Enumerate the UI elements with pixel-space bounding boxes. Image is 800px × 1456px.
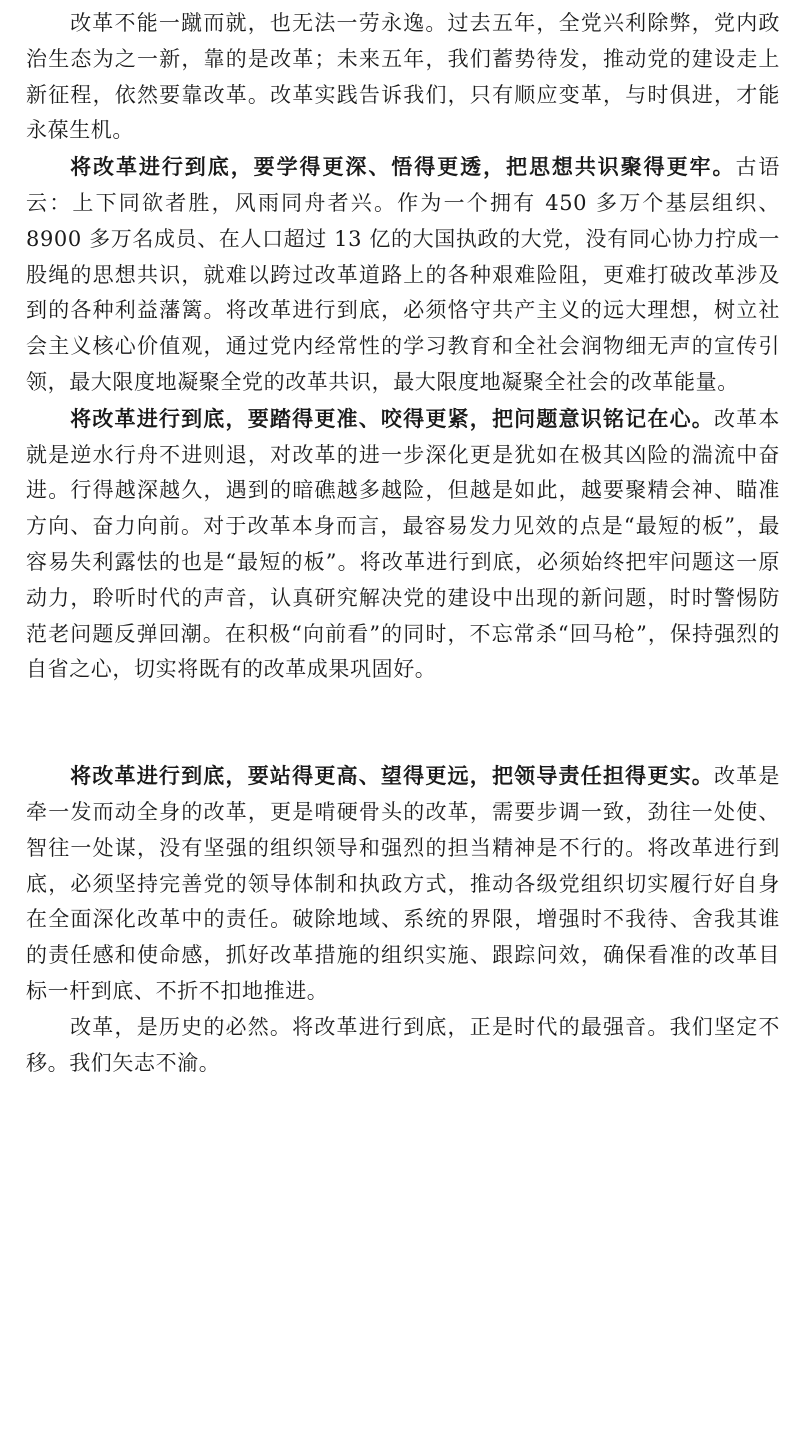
- paragraph-2: [26, 149, 780, 401]
- paragraph-3: [26, 401, 780, 688]
- paragraph-2-lead: 将改革进行到底，要学得更深、悟得更透，把思想共识聚得更牢。: [70, 154, 736, 180]
- paragraph-2-text: 古语云：上下同欲者胜，风雨同舟者兴。作为一个拥有 450 多万个基层组织、8900 多万名成员、在人口超过 13 亿的大国执政的大党，没有同心协力拧成一股绳的思想共识，就难以跨过改革道路上的各种艰难险阻，更难打破改革涉及到的各种利益藩篱。将改革进行到底，必须恪守共产主义的远大理想，树立社会主义核心价值观，通过党内经常性的学习教育和全社会润物细无声的宣传引领，最大限度地凝聚全党的改革共识，最大限度地凝聚全社会的改革能量。: [26, 155, 780, 394]
- paragraph-4: [26, 758, 780, 1010]
- paragraph-4-text: 改革是牵一发而动全身的改革，更是啃硬骨头的改革，需要步调一致，劲往一处使、智往一处谋，没有坚强的组织领导和强烈的担当精神是不行的。将改革进行到底，必须坚持完善党的领导体制和执政方式，推动各级党组织切实履行好自身在全面深化改革中的责任。破除地域、系统的界限，增强时不我待、舍我其谁的责任感和使命感，抓好改革措施的组织实施、跟踪问效，确保看准的改革目标一杆到底、不折不扣地推进。: [26, 764, 780, 1003]
- document-body: [26, 6, 780, 1081]
- paragraph-5: [26, 1010, 780, 1082]
- paragraph-1-text: 改革不能一蹴而就，也无法一劳永逸。过去五年，全党兴利除弊，党内政治生态为之一新，靠的是改革；未来五年，我们蓄势待发，推动党的建设走上新征程，依然要靠改革。改革实践告诉我们，只有顺应变革，与时俱进，才能永葆生机。: [26, 11, 780, 143]
- paragraph-5-text: 改革，是历史的必然。将改革进行到底，正是时代的最强音。我们坚定不移。我们矢志不渝。: [26, 1014, 780, 1075]
- section-gap: [26, 688, 780, 758]
- paragraph-3-text: 改革本就是逆水行舟不进则退，对改革的进一步深化更是犹如在极其凶险的湍流中奋进。行得越深越久，遇到的暗礁越多越险，但越是如此，越要聚精会神、瞄准方向、奋力向前。对于改革本身而言，最容易发力见效的点是“最短的板”，最容易失利露怯的也是“最短的板”。将改革进行到底，必须始终把牢问题这一原动力，聆听时代的声音，认真研究解决党的建设中出现的新问题，时时警惕防范老问题反弹回潮。在积极“向前看”的同时，不忘常杀“回马枪”，保持强烈的自省之心，切实将既有的改革成果巩固好。: [26, 406, 780, 682]
- paragraph-3-lead: 将改革进行到底，要踏得更准、咬得更紧，把问题意识铭记在心。: [70, 405, 714, 431]
- paragraph-1: [26, 6, 780, 149]
- paragraph-4-lead: 将改革进行到底，要站得更高、望得更远，把领导责任担得更实。: [70, 763, 714, 789]
